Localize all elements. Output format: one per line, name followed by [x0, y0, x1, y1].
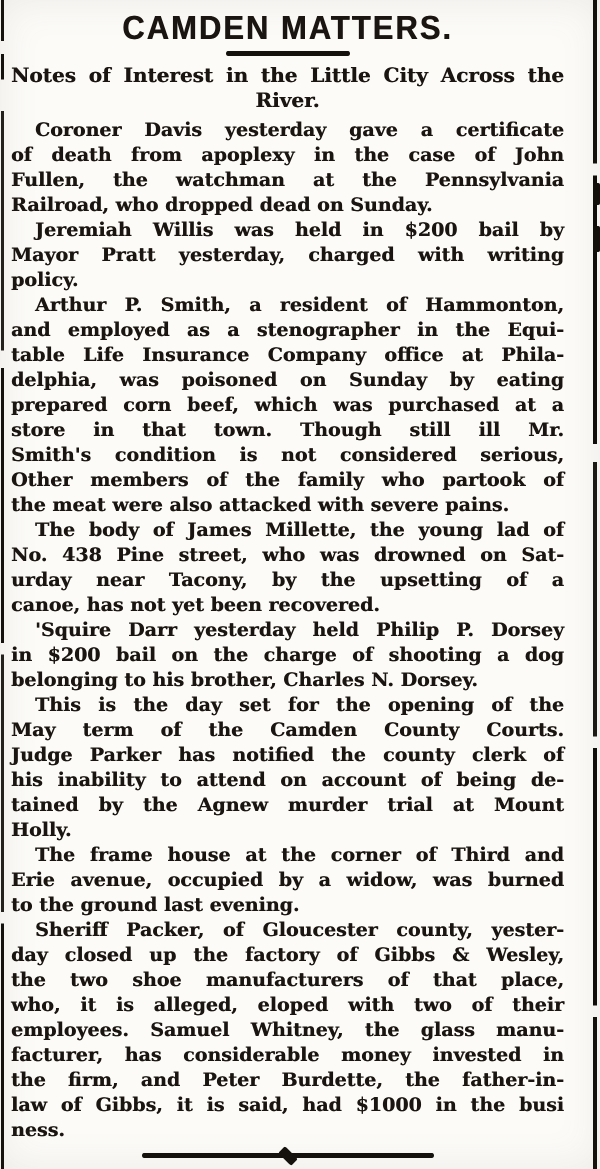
article-paragraph	[11, 618, 564, 693]
article-line: Coroner Davis yesterday gave a certificate	[35, 119, 564, 141]
article-line: Arthur P. Smith, a resident of Hammonton,	[35, 294, 564, 316]
article-line: table Life Insurance Company office at Phila-	[11, 344, 564, 366]
diamond-ornament	[278, 1146, 298, 1166]
article-line: Smith's condition is not considered serious,	[11, 444, 564, 466]
article-line: tained by the Agnew murder trial at Mount	[11, 794, 564, 816]
article-line: Judge Parker has notified the county clerk of	[11, 744, 564, 766]
article-line: and employed as a stenographer in the Equi-	[11, 319, 564, 341]
article-paragraph	[11, 218, 564, 293]
article-line: The body of James Millette, the young lad of	[35, 519, 564, 541]
article-subtitle	[11, 63, 564, 113]
article-line: employees. Samuel Whitney, the glass manu-	[11, 1019, 564, 1041]
subtitle-line: River.	[255, 88, 320, 112]
end-divider	[142, 1153, 434, 1158]
article-line: ness.	[11, 1119, 65, 1141]
article-line: policy.	[11, 269, 79, 291]
article-line: store in that town. Though still ill Mr.	[11, 419, 564, 441]
article-paragraph	[11, 118, 564, 218]
article-line: the meat were also attacked with severe pains.	[11, 494, 510, 516]
article-line: the firm, and Peter Burdette, the father-in-	[11, 1069, 564, 1091]
article-line: in $200 bail on the charge of shooting a dog	[11, 644, 564, 666]
article-line: Holly.	[11, 819, 72, 841]
article-line: who, it is alleged, eloped with two of their	[11, 994, 564, 1016]
article-line: day closed up the factory of Gibbs & Wesley,	[11, 944, 564, 966]
article-line: of death from apoplexy in the case of John	[11, 144, 564, 166]
article-line: to the ground last evening.	[11, 894, 300, 916]
article-line: facturer, has considerable money invested in	[11, 1044, 564, 1066]
article-title: CAMDEN MATTERS.	[122, 9, 453, 47]
subtitle-line: Notes of Interest in the Little City Across the	[11, 63, 564, 87]
article-line: Sheriff Packer, of Gloucester county, yester-	[35, 919, 564, 941]
article-line: Mayor Pratt yesterday, charged with writing	[11, 244, 564, 266]
article-line: canoe, has not yet been recovered.	[11, 594, 380, 616]
article-line: 'Squire Darr yesterday held Philip P. Dorsey	[35, 619, 564, 641]
article-line: the two shoe manufacturers of that place,	[11, 969, 564, 991]
article-line: Railroad, who dropped dead on Sunday.	[11, 194, 433, 216]
article-line: Fullen, the watchman at the Pennsylvania	[11, 169, 564, 191]
article-line: belonging to his brother, Charles N. Dorsey.	[11, 669, 478, 691]
article-line: law of Gibbs, it is said, had $1000 in the busi	[11, 1094, 564, 1116]
title-divider	[226, 51, 350, 56]
article-line: urday near Tacony, by the upsetting of a	[11, 569, 564, 591]
article-paragraph	[11, 843, 564, 918]
article-paragraph	[11, 918, 564, 1143]
article-line: May term of the Camden County Courts.	[11, 719, 564, 741]
article-line: No. 438 Pine street, who was drowned on Sat-	[11, 544, 564, 566]
article-paragraph	[11, 518, 564, 618]
article-line: his inability to attend on account of being de-	[11, 769, 564, 791]
article-body	[11, 118, 564, 1143]
article-line: prepared corn beef, which was purchased at a	[11, 394, 564, 416]
article-line: This is the day set for the opening of the	[35, 694, 564, 716]
article-paragraph	[11, 693, 564, 843]
article-line: Erie avenue, occupied by a widow, was burned	[11, 869, 564, 891]
article-paragraph	[11, 293, 564, 518]
article-line: Jeremiah Willis was held in $200 bail by	[35, 219, 564, 241]
article-line: Other members of the family who partook of	[11, 469, 564, 491]
article-line: The frame house at the corner of Third and	[35, 844, 564, 866]
article-line: delphia, was poisoned on Sunday by eating	[11, 369, 564, 391]
